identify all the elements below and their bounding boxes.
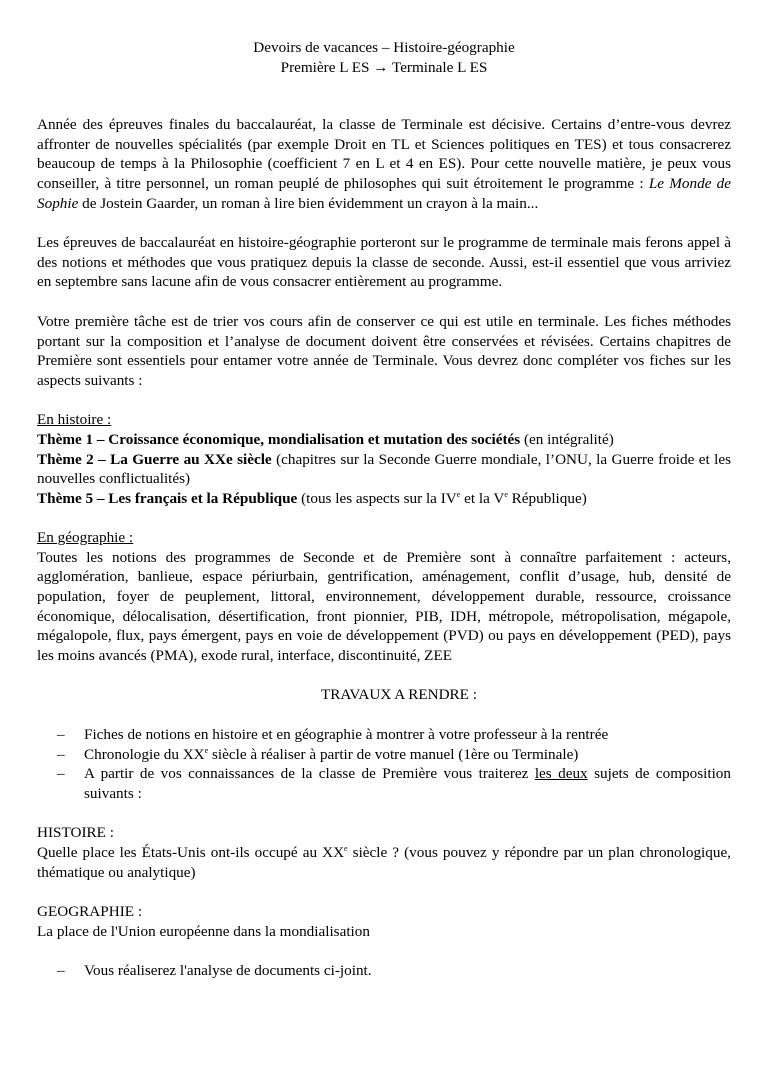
- travaux-item-3-underlined: les deux: [534, 765, 588, 783]
- book-title: Le Monde de Sophie: [37, 174, 732, 212]
- theme-2-detail: (chapitres sur la Seconde Guerre mondiale, l’ONU, la Guerre froide et les nouvelles conflictualités): [37, 450, 731, 488]
- sujet-histoire-question: [37, 843, 731, 882]
- theme-5-detail-c: République): [507, 489, 587, 507]
- dash-bullet: –: [57, 962, 65, 980]
- theme-5-sup-2: e: [504, 489, 508, 499]
- theme-5-sup-1: e: [456, 489, 461, 499]
- travaux-title: TRAVAUX A RENDRE :: [321, 686, 477, 704]
- sujet-histoire-sup: e: [344, 844, 348, 853]
- header-subtitle: Première L ES → Terminale L ES: [280, 58, 488, 76]
- document-header: [37, 38, 731, 77]
- theme-1-title: Thème 1 – Croissance économique, mondialisation et mutation des sociétés: [37, 430, 521, 448]
- geographie-heading: En géographie :: [37, 529, 134, 547]
- intro-paragraph-3: Votre première tâche est de trier vos cours afin de conserver ce qui est utile en terminale. Les fiches méthodes portant sur la composition et l’analyse de document doivent être conservées et révisées. Certains chapitres de Première sont essentiels pour entamer votre année de Terminale. Vous devrez donc compléter vos fiches sur les aspects suivants :: [37, 312, 731, 389]
- histoire-section: [37, 410, 731, 508]
- travaux-item-1: Fiches de notions en histoire et en géographie à montrer à votre professeur à la rentrée: [84, 726, 609, 744]
- list-item: [37, 764, 731, 803]
- list-item: [37, 961, 731, 981]
- sujet-geographie-label: GEOGRAPHIE :: [37, 903, 143, 921]
- travaux-item-3-b: sujets de composition suivants :: [84, 765, 731, 802]
- list-item: [37, 725, 731, 745]
- sujet-histoire-label: HISTOIRE :: [37, 824, 114, 842]
- header-title: Devoirs de vacances – Histoire-géographie: [253, 39, 515, 56]
- sujet-histoire-q-a: Quelle place les États-Unis ont-ils occupé au XX: [37, 844, 345, 861]
- sujet-geographie-question: La place de l'Union européenne dans la mondialisation: [37, 922, 370, 940]
- sujet-histoire: [37, 823, 731, 882]
- travaux-item-2-a: Chronologie du XX: [84, 745, 205, 763]
- final-item: Vous réaliserez l'analyse de documents ci-joint.: [84, 962, 372, 980]
- intro-paragraph-1: [37, 115, 731, 213]
- list-item: [37, 745, 731, 765]
- theme-2-title: Thème 2 – La Guerre au XXe siècle: [37, 450, 272, 468]
- theme-1-detail: (en intégralité): [520, 430, 614, 448]
- geographie-section: [37, 528, 731, 665]
- theme-5-detail-b: et la V: [460, 489, 505, 507]
- intro-p1-text: Année des épreuves finales du baccalauréat, la classe de Terminale est décisive. Certains d’entre-vous devrez affronter de nouvelles spécialités (par exemple Droit en TL et Sciences politiques en TES) et tous consacrerez beaucoup de temps à la Philosophie (coefficient 7 en L et 4 en ES). Pour cette nouvelle matière, je peux vous conseiller, à titre personnel, un roman peuplé de philosophes qui suit étroitement le programme :: [37, 116, 731, 192]
- travaux-list: [37, 725, 731, 803]
- intro-p1-text-end: de Jostein Gaarder, un roman à lire bien évidemment un crayon à la main...: [78, 194, 539, 212]
- intro-paragraph-2: Les épreuves de baccalauréat en histoire-géographie porteront sur le programme de terminale mais ferons appel à des notions et méthodes que vous pratiquez depuis la classe de seconde. Aussi, est-il essentiel que vous arriviez en septembre sans lacune afin de vous consacrer entièrement au programme.: [37, 234, 731, 291]
- theme-5: [37, 489, 731, 509]
- travaux-item-3-a: A partir de vos connaissances de la classe de Première vous traiterez: [84, 765, 535, 783]
- geographie-notions: Toutes les notions des programmes de Seconde et de Première sont à connaître parfaitement : acteurs, agglomération, banlieue, espace périurbain, gentrification, aménagement, conflit d’usage, hub, densité de population, foyer de peuplement, littoral, environnement, développement durable, ressource, croissance économique, délocalisation, désertification, front pionnier, PIB, IDH, métropole, métropolisation, mégapole, mégalopole, flux, pays émergent, pays en voie de développement (PVD) ou pays en développement (PED), pays les moins avancés (PMA), exode rural, interface, discontinuité, ZEE: [37, 548, 731, 664]
- theme-5-detail-a: (tous les aspects sur la IV: [297, 489, 457, 507]
- theme-2: [37, 450, 731, 489]
- dash-bullet: –: [57, 745, 65, 763]
- dash-bullet: –: [57, 726, 65, 744]
- histoire-heading: En histoire :: [37, 411, 112, 429]
- sujet-histoire-q-b: siècle ? (vous pouvez y répondre par un plan chronologique, thématique ou analytique): [37, 844, 731, 881]
- final-list: [37, 961, 731, 981]
- theme-5-title: Thème 5 – Les français et la République: [37, 489, 298, 507]
- travaux-item-2-b: siècle à réaliser à partir de votre manuel (1ère ou Terminale): [208, 745, 579, 763]
- travaux-item-2-sup: e: [204, 745, 209, 755]
- sujet-geographie: [37, 902, 731, 941]
- theme-1: [37, 430, 731, 450]
- dash-bullet: –: [57, 765, 65, 783]
